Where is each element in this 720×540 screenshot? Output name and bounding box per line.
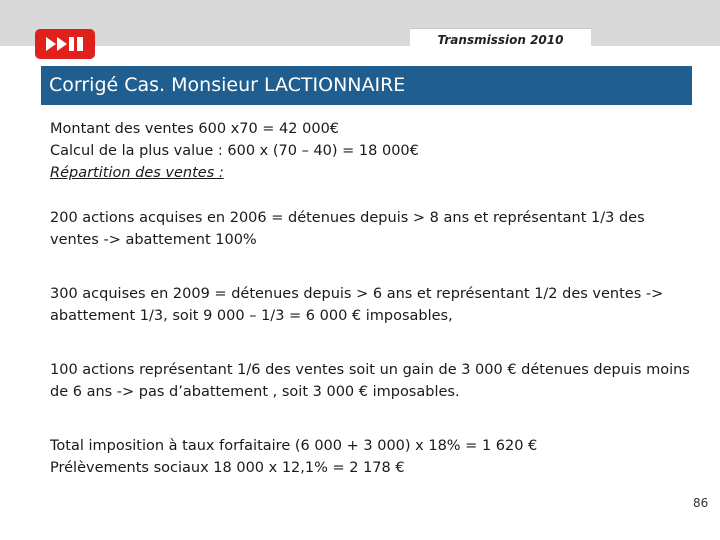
total-taxation-line: Total imposition à taux forfaitaire (6 000 + 3 000) x 18% = 1 620 € [50, 438, 538, 454]
capital-gain-line: Calcul de la plus value : 600 x (70 – 40) = 18 000€ [50, 143, 419, 159]
section-tab: Transmission 2010 [410, 28, 591, 49]
header-band [0, 0, 720, 46]
sales-amount-line: Montant des ventes 600 x70 = 42 000€ [50, 121, 340, 137]
paragraph-remaining-shares: 100 actions représentant 1/6 des ventes soit un gain de 3 000 € détenues depuis moins de 6 ans -> pas d’abattement , soit 3 000 € imposables. [50, 362, 690, 400]
content-body [50, 118, 690, 479]
sales-breakdown-heading: Répartition des ventes : [50, 165, 224, 181]
fast-forward-logo-icon [35, 29, 95, 59]
paragraph-2006-shares: 200 actions acquises en 2006 = détenues depuis > 8 ans et représentant 1/3 des ventes -> abattement 100% [50, 210, 645, 248]
page-title: Corrigé Cas. Monsieur LACTIONNAIRE [49, 74, 406, 96]
social-levies-line: Prélèvements sociaux 18 000 x 12,1% = 2 178 € [50, 460, 405, 476]
paragraph-2009-shares: 300 acquises en 2009 = détenues depuis > 6 ans et représentant 1/2 des ventes -> abattement 1/3, soit 9 000 – 1/3 = 6 000 € imposables, [50, 286, 664, 324]
page-number: 86 [693, 496, 709, 510]
title-bar [41, 66, 692, 105]
